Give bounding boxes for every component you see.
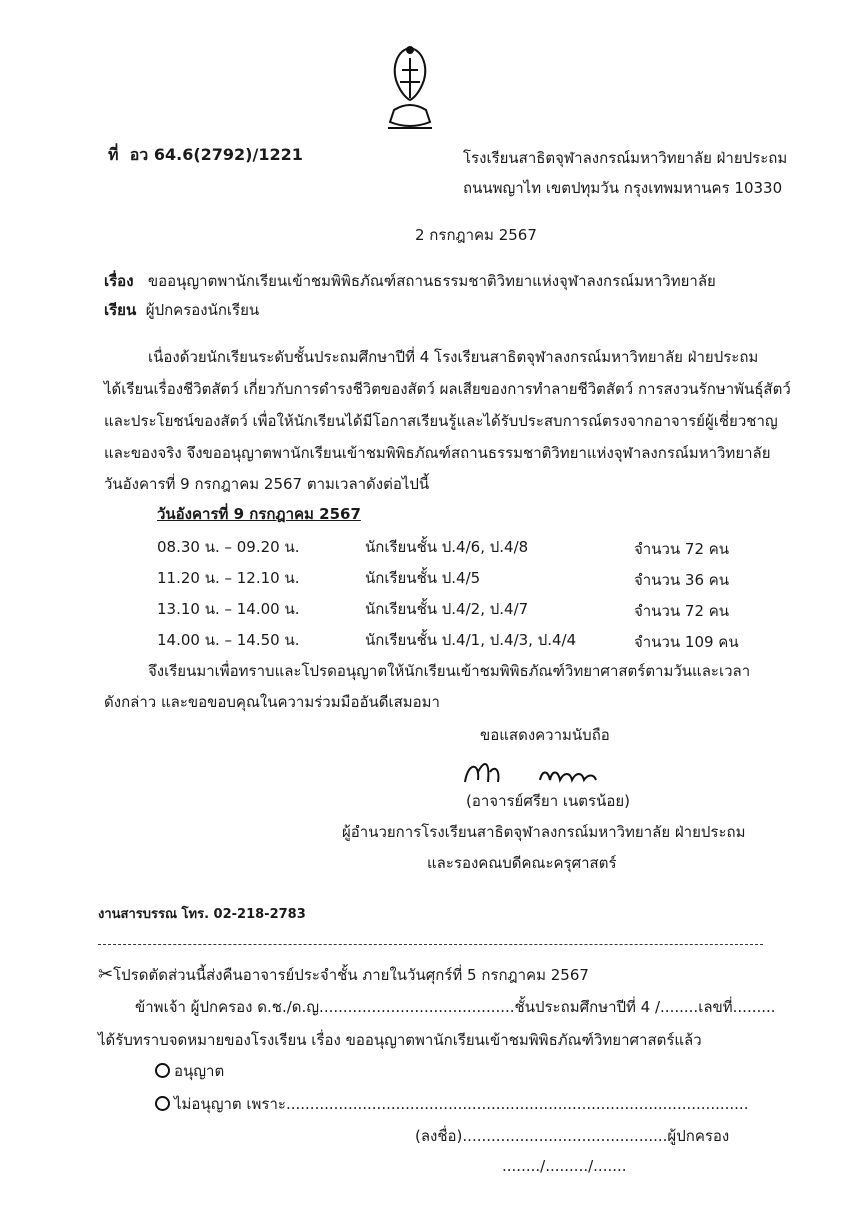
option-allow[interactable]: อนุญาต — [155, 1061, 224, 1081]
schedule-time: 13.10 น. – 14.00 น. — [157, 600, 300, 618]
body-line: และประโยชน์ของสัตว์ เพื่อให้นักเรียนได้มีโอกาสเรียนรู้และได้รับประสบการณ์ตรงจากอาจารย์ผู้เชี่ยวชาญ — [104, 412, 778, 430]
body-line: ได้เรียนเรื่องชีวิตสัตว์ เกี่ยวกับการดำรงชีวิตของสัตว์ ผลเสียของการทำลายชีวิตสัตว์ การสงวนรักษาพันธุ์สัตว์ — [104, 380, 791, 398]
schedule-time: 11.20 น. – 12.10 น. — [157, 569, 300, 587]
handwritten-signature — [460, 752, 630, 792]
schedule-time: 14.00 น. – 14.50 น. — [157, 631, 300, 649]
university-crest-logo — [380, 40, 440, 140]
reference-number: ที่ อว 64.6(2792)/1221 — [108, 145, 303, 164]
schedule-count: จำนวน 109 คน — [634, 633, 739, 651]
signatory-title: ผู้อำนวยการโรงเรียนสาธิตจุฬาลงกรณ์มหาวิทยาลัย ฝ่ายประถม — [342, 823, 746, 841]
schedule-heading: วันอังคารที่ 9 กรกฎาคม 2567 — [157, 505, 361, 523]
recipient-line: เรียน ผู้ปกครองนักเรียน — [104, 301, 260, 319]
parent-signature-line: (ลงชื่อ)...........................................ผู้ปกครอง — [415, 1127, 730, 1145]
reply-instruction: ✂โปรดตัดส่วนนี้ส่งคืนอาจารย์ประจำชั้น ภายในวันศุกร์ที่ 5 กรกฎาคม 2567 — [98, 964, 589, 985]
schedule-group: นักเรียนชั้น ป.4/1, ป.4/3, ป.4/4 — [365, 631, 577, 649]
schedule-count: จำนวน 72 คน — [634, 602, 730, 620]
body-line: วันอังคารที่ 9 กรกฎาคม 2567 ตามเวลาดังต่อไปนี้ — [104, 475, 430, 493]
option-deny[interactable]: ไม่อนุญาต เพราะ................................................................................................. — [155, 1094, 748, 1114]
letter-date: 2 กรกฎาคม 2567 — [415, 226, 537, 244]
signatory-name: (อาจารย์ศรียา เนตรน้อย) — [466, 792, 630, 810]
schedule-time: 08.30 น. – 09.20 น. — [157, 538, 300, 556]
signatory-title: และรองคณบดีคณะครุศาสตร์ — [427, 854, 617, 872]
schedule-count: จำนวน 72 คน — [634, 540, 730, 558]
radio-circle-icon[interactable] — [155, 1096, 170, 1111]
reply-ack-line: ได้รับทราบจดหมายของโรงเรียน เรื่อง ขออนุญาตพานักเรียนเข้าชมพิพิธภัณฑ์วิทยาศาสตร์แล้ว — [98, 1031, 702, 1049]
scissors-icon: ✂ — [98, 964, 114, 985]
address-line-1: โรงเรียนสาธิตจุฬาลงกรณ์มหาวิทยาลัย ฝ่ายประถม — [463, 149, 788, 167]
schedule-group: นักเรียนชั้น ป.4/5 — [365, 569, 481, 587]
subject-line: เรื่อง ขออนุญาตพานักเรียนเข้าชมพิพิธภัณฑ์สถานธรรมชาติวิทยาแห่งจุฬาลงกรณ์มหาวิทยาลัย — [104, 272, 716, 290]
schedule-group: นักเรียนชั้น ป.4/2, ป.4/7 — [365, 600, 529, 618]
reply-student-line: ข้าพเจ้า ผู้ปกครอง ด.ช./ด.ญ.........................................ชั้นประถมศึกษาปีที่ 4 /........เลขที่......... — [135, 998, 776, 1016]
contact-info: งานสารบรรณ โทร. 02-218-2783 — [98, 907, 306, 922]
closing-line: ดังกล่าว และขอขอบคุณในความร่วมมืออันดีเสมอมา — [104, 693, 440, 711]
reply-date-line: ......../........./....... — [502, 1157, 627, 1175]
schedule-count: จำนวน 36 คน — [634, 571, 730, 589]
cut-line-divider — [98, 944, 763, 945]
regards: ขอแสดงความนับถือ — [480, 726, 610, 744]
schedule-group: นักเรียนชั้น ป.4/6, ป.4/8 — [365, 538, 529, 556]
radio-circle-icon[interactable] — [155, 1063, 170, 1078]
body-line: เนื่องด้วยนักเรียนระดับชั้นประถมศึกษาปีที่ 4 โรงเรียนสาธิตจุฬาลงกรณ์มหาวิทยาลัย ฝ่ายประถม — [148, 348, 759, 366]
body-line: และของจริง จึงขออนุญาตพานักเรียนเข้าชมพิพิธภัณฑ์สถานธรรมชาติวิทยาแห่งจุฬาลงกรณ์มหาวิทยาลัย — [104, 444, 771, 462]
closing-line: จึงเรียนมาเพื่อทราบและโปรดอนุญาตให้นักเรียนเข้าชมพิพิธภัณฑ์วิทยาศาสตร์ตามวันและเวลา — [148, 662, 751, 680]
address-line-2: ถนนพญาไท เขตปทุมวัน กรุงเทพมหานคร 10330 — [463, 179, 783, 197]
